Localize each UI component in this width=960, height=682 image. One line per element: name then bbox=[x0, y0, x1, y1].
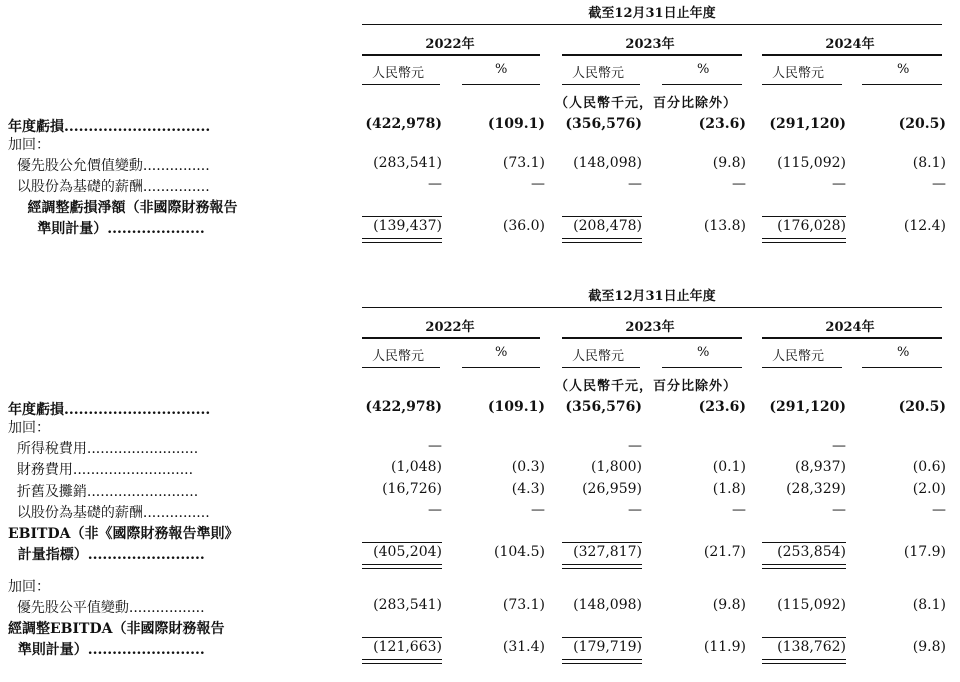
table-row bbox=[0, 502, 960, 524]
period-header: 截至12月31日止年度 bbox=[588, 6, 716, 21]
value-cell: (356,576) bbox=[565, 116, 642, 132]
row-label: 優先股公允價值變動............... bbox=[8, 158, 210, 174]
value-cell: — bbox=[628, 438, 642, 454]
value-cell: (179,719) bbox=[573, 639, 642, 655]
value-cell: (8.1) bbox=[912, 597, 946, 613]
percent-label: % bbox=[495, 62, 508, 77]
table-row bbox=[0, 438, 960, 460]
value-cell: (291,120) bbox=[769, 116, 846, 132]
value-cell: — bbox=[832, 438, 846, 454]
row-label: 準則計量）.................... bbox=[8, 221, 205, 237]
value-cell: (13.8) bbox=[703, 218, 746, 234]
table-row bbox=[0, 218, 960, 240]
currency-label: 人民幣元 bbox=[572, 66, 625, 81]
row-label: 經調整虧損淨額（非國際財務報告 bbox=[8, 200, 238, 216]
value-cell: (8.1) bbox=[912, 155, 946, 171]
value-cell: (422,978) bbox=[365, 116, 442, 132]
value-cell: — bbox=[732, 176, 746, 192]
value-cell: (283,541) bbox=[373, 597, 442, 613]
row-label: 年度虧損.............................. bbox=[8, 402, 211, 418]
value-cell: — bbox=[832, 176, 846, 192]
value-cell: (1,048) bbox=[390, 459, 442, 475]
value-cell: (1,800) bbox=[590, 459, 642, 475]
row-label: 經調整EBITDA（非國際財務報告 bbox=[8, 621, 225, 637]
value-cell: (23.6) bbox=[698, 116, 746, 132]
period-header: 截至12月31日止年度 bbox=[588, 289, 716, 304]
row-label: 以股份為基礎的薪酬............... bbox=[8, 505, 210, 521]
percent-label: % bbox=[897, 345, 910, 360]
value-cell: (148,098) bbox=[573, 155, 642, 171]
row-label: 加回： bbox=[8, 137, 50, 153]
value-cell: (23.6) bbox=[698, 399, 746, 415]
value-cell: — bbox=[531, 502, 545, 518]
value-cell: — bbox=[832, 502, 846, 518]
year-2023: 2023年 bbox=[625, 37, 675, 52]
row-label: 加回： bbox=[8, 420, 50, 436]
value-cell: (26,959) bbox=[582, 481, 642, 497]
year-2022: 2022年 bbox=[425, 37, 475, 52]
value-cell: (283,541) bbox=[373, 155, 442, 171]
row-label: 年度虧損.............................. bbox=[8, 119, 211, 135]
year-2024: 2024年 bbox=[825, 320, 875, 335]
percent-label: % bbox=[697, 62, 710, 77]
unit-note: （人民幣千元，百分比除外） bbox=[555, 96, 738, 111]
value-cell: (36.0) bbox=[502, 218, 545, 234]
table-row bbox=[0, 155, 960, 177]
value-cell: (16,726) bbox=[382, 481, 442, 497]
value-cell: — bbox=[932, 176, 946, 192]
value-cell: (253,854) bbox=[777, 544, 846, 560]
currency-label: 人民幣元 bbox=[772, 66, 825, 81]
value-cell: (73.1) bbox=[502, 597, 545, 613]
row-label: 準則計量）........................ bbox=[8, 642, 205, 658]
table-row bbox=[0, 134, 960, 156]
value-cell: — bbox=[932, 502, 946, 518]
value-cell: (208,478) bbox=[573, 218, 642, 234]
value-cell: — bbox=[428, 502, 442, 518]
value-cell: (291,120) bbox=[769, 399, 846, 415]
unit-note: （人民幣千元，百分比除外） bbox=[555, 379, 738, 394]
currency-label: 人民幣元 bbox=[372, 66, 425, 81]
year-2022: 2022年 bbox=[425, 320, 475, 335]
value-cell: (9.8) bbox=[712, 597, 746, 613]
year-rule bbox=[562, 54, 742, 56]
table-row bbox=[0, 576, 960, 598]
value-cell: (0.6) bbox=[912, 459, 946, 475]
value-cell: (115,092) bbox=[777, 155, 846, 171]
value-cell: (121,663) bbox=[373, 639, 442, 655]
row-label: 優先股公平值變動................. bbox=[8, 600, 205, 616]
table-row bbox=[0, 481, 960, 503]
value-cell: (327,817) bbox=[573, 544, 642, 560]
value-cell: (0.1) bbox=[712, 459, 746, 475]
year-2024: 2024年 bbox=[825, 37, 875, 52]
value-cell: (109.1) bbox=[487, 116, 545, 132]
value-cell: — bbox=[628, 176, 642, 192]
table-row bbox=[0, 639, 960, 661]
value-cell: (138,762) bbox=[777, 639, 846, 655]
table-row bbox=[0, 597, 960, 619]
value-cell: (12.4) bbox=[903, 218, 946, 234]
table-row bbox=[0, 176, 960, 198]
currency-label: 人民幣元 bbox=[772, 349, 825, 364]
header-rule bbox=[362, 307, 942, 308]
value-cell: (73.1) bbox=[502, 155, 545, 171]
row-label: 以股份為基礎的薪酬............... bbox=[8, 179, 210, 195]
row-label: 折舊及攤銷......................... bbox=[8, 484, 199, 500]
value-cell: (17.9) bbox=[903, 544, 946, 560]
value-cell: (405,204) bbox=[373, 544, 442, 560]
value-cell: (115,092) bbox=[777, 597, 846, 613]
row-label: 財務費用........................... bbox=[8, 462, 194, 478]
value-cell: (20.5) bbox=[898, 116, 946, 132]
value-cell: (0.3) bbox=[511, 459, 545, 475]
value-cell: (356,576) bbox=[565, 399, 642, 415]
year-rule bbox=[762, 54, 942, 56]
currency-label: 人民幣元 bbox=[372, 349, 425, 364]
value-cell: (104.5) bbox=[493, 544, 545, 560]
value-cell: (148,098) bbox=[573, 597, 642, 613]
value-cell: (21.7) bbox=[703, 544, 746, 560]
table-row bbox=[0, 417, 960, 439]
value-cell: (2.0) bbox=[912, 481, 946, 497]
value-cell: — bbox=[628, 502, 642, 518]
value-cell: (4.3) bbox=[511, 481, 545, 497]
value-cell: (1.8) bbox=[712, 481, 746, 497]
value-cell: (139,437) bbox=[373, 218, 442, 234]
row-label: EBITDA（非《國際財務報告準則》 bbox=[8, 526, 239, 542]
value-cell: (176,028) bbox=[777, 218, 846, 234]
percent-label: % bbox=[697, 345, 710, 360]
year-rule bbox=[362, 54, 540, 56]
row-label: 所得稅費用......................... bbox=[8, 441, 199, 457]
year-2023: 2023年 bbox=[625, 320, 675, 335]
value-cell: (28,329) bbox=[786, 481, 846, 497]
value-cell: (20.5) bbox=[898, 399, 946, 415]
value-cell: — bbox=[732, 502, 746, 518]
value-cell: — bbox=[428, 176, 442, 192]
row-label: 加回： bbox=[8, 579, 50, 595]
value-cell: (109.1) bbox=[487, 399, 545, 415]
row-label: 計量指標）........................ bbox=[8, 547, 205, 563]
value-cell: (8,937) bbox=[794, 459, 846, 475]
header-rule bbox=[362, 24, 942, 25]
percent-label: % bbox=[897, 62, 910, 77]
table-row bbox=[0, 459, 960, 481]
value-cell: (11.9) bbox=[703, 639, 746, 655]
value-cell: (422,978) bbox=[365, 399, 442, 415]
value-cell: — bbox=[428, 438, 442, 454]
percent-label: % bbox=[495, 345, 508, 360]
value-cell: (9.8) bbox=[912, 639, 946, 655]
value-cell: (31.4) bbox=[502, 639, 545, 655]
value-cell: (9.8) bbox=[712, 155, 746, 171]
currency-label: 人民幣元 bbox=[572, 349, 625, 364]
table-row bbox=[0, 544, 960, 566]
value-cell: — bbox=[531, 176, 545, 192]
